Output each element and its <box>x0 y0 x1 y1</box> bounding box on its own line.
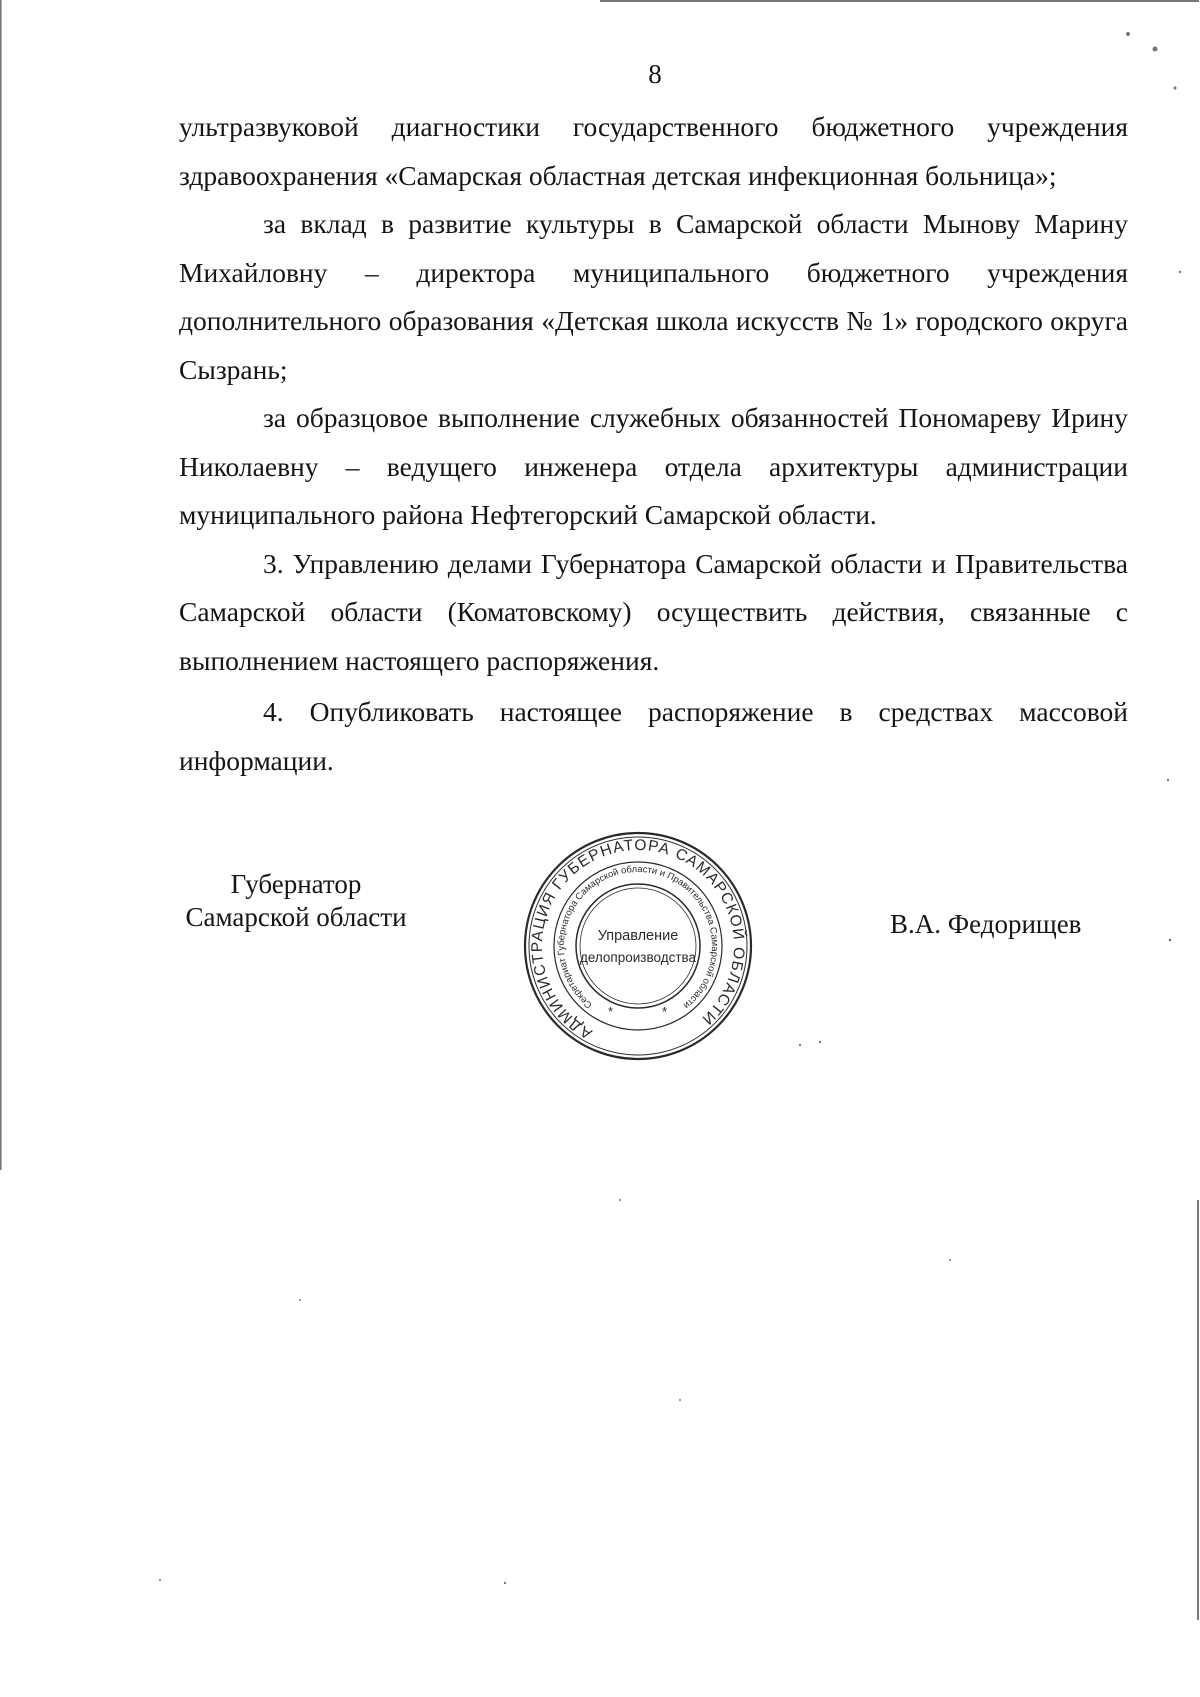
seal-star-left: * <box>608 1004 614 1019</box>
speck <box>1126 32 1130 36</box>
left-edge-line <box>0 0 2 1170</box>
speck <box>619 1199 621 1201</box>
seal-middle-text: Секретариат Губернатора Самарской области и Правительства Самарской области <box>554 862 722 1012</box>
speck <box>799 1044 801 1046</box>
speck <box>949 1259 951 1261</box>
speck <box>1153 47 1158 52</box>
speck <box>504 1582 506 1584</box>
signatory-name: В.А. Федорищев <box>890 909 1082 939</box>
paragraph-continuation: ультразвуковой диагностики государственного бюджетного учреждения здравоохранения «Самарская областная детская инфекционная больница»; <box>179 111 1128 191</box>
speck <box>1167 779 1169 781</box>
signatory-title-line-2: Самарской области <box>185 902 407 932</box>
official-seal <box>522 830 754 1062</box>
top-edge-line <box>600 0 1199 2</box>
paragraph-item-4: 4. Опубликовать настоящее распоряжение в средствах массовой информации. <box>179 696 1128 776</box>
seal-outer-text: АДМИНИСТРАЦИЯ ГУБЕРНАТОРА САМАРСКОЙ ОБЛАСТИ <box>528 836 748 1043</box>
seal-stamp-graphic <box>522 830 754 1062</box>
document-body <box>179 103 1128 785</box>
speck <box>299 1299 301 1301</box>
page-number: 8 <box>648 59 662 89</box>
speck <box>1179 271 1181 273</box>
paragraph-award-service: за образцовое выполнение служебных обязанностей Пономареву Ирину Николаевну – ведущего инженера отдела архитектуры администрации муниципального района Нефтегорский Самарской области. <box>179 402 1128 530</box>
seal-star-right: * <box>662 1004 668 1019</box>
paragraph-item-3: 3. Управлению делами Губернатора Самарской области и Правительства Самарской области (Коматовскому) осуществить действия, связанные с выполнением настоящего распоряжения. <box>179 547 1128 676</box>
signatory-title <box>171 868 421 934</box>
paragraph-award-culture: за вклад в развитие культуры в Самарской области Мынову Марину Михайловну – директора муниципального бюджетного учреждения дополнительного образования «Детская школа искусств № 1» городского округа Сызрань; <box>179 208 1128 385</box>
svg-text:Секретариат Губернатора Самарс <box>522 830 754 1062</box>
seal-center-line-2: делопроизводства <box>579 950 697 965</box>
speck <box>1169 939 1172 942</box>
signatory-title-line-1: Губернатор <box>230 869 362 899</box>
seal-center-line-1: Управление <box>597 928 679 944</box>
right-edge-line <box>1197 1200 1199 1620</box>
speck <box>819 1041 821 1043</box>
speck <box>679 1399 681 1401</box>
speck <box>159 1579 161 1581</box>
